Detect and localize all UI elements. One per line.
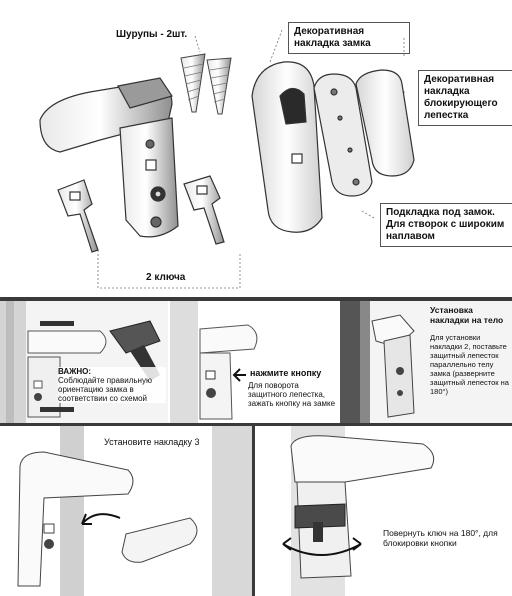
parts-illustration [0, 0, 512, 296]
step4-label: Установите накладку 3 [104, 437, 200, 447]
step1-warning-title: ВАЖНО: [58, 367, 92, 376]
lock-body [40, 78, 178, 237]
step1-illustration [0, 301, 168, 423]
step4-illustration [0, 426, 252, 596]
rotate-note: Для поворота защитного лепестка, зажать кнопку на замке [248, 381, 336, 408]
step1-warning-text: Соблюдайте правильную ориентацию замка в соответствии со схемой [58, 376, 152, 403]
screws-label: Шурупы - 2шт. [116, 29, 188, 40]
press-arrow-icon [234, 369, 246, 381]
step1-panel [0, 301, 168, 423]
lock-cover [252, 62, 322, 232]
lock-cover-label: Декоративная накладка замка [288, 22, 410, 54]
step4-panel [0, 426, 252, 596]
step5-illustration [255, 426, 512, 596]
blocking-petal-cover-label: Декоративная накладка блокирующего лепестка [418, 70, 512, 126]
step5-panel [255, 426, 512, 596]
step3-panel [340, 301, 512, 423]
keys-label: 2 ключа [146, 272, 186, 283]
step5-label: Повернуть ключ на 180°, для блокировки кнопки [383, 528, 498, 548]
lock-pad-label: Подкладка под замок. Для створок с широким наплавом [380, 203, 512, 247]
step3-text: Для установки накладки 2, поставьте защитный лепесток параллельно телу замка (разверните защитный лепесток на 180°) [430, 333, 509, 396]
step4-arrow-icon [82, 514, 120, 524]
step1-warning [58, 367, 166, 403]
screws [181, 54, 231, 114]
step3-title: Установка накладки на тело [430, 305, 504, 325]
step2-panel [170, 301, 338, 423]
parts-overview [0, 0, 512, 296]
press-button-label: нажмите кнопку [250, 368, 322, 378]
